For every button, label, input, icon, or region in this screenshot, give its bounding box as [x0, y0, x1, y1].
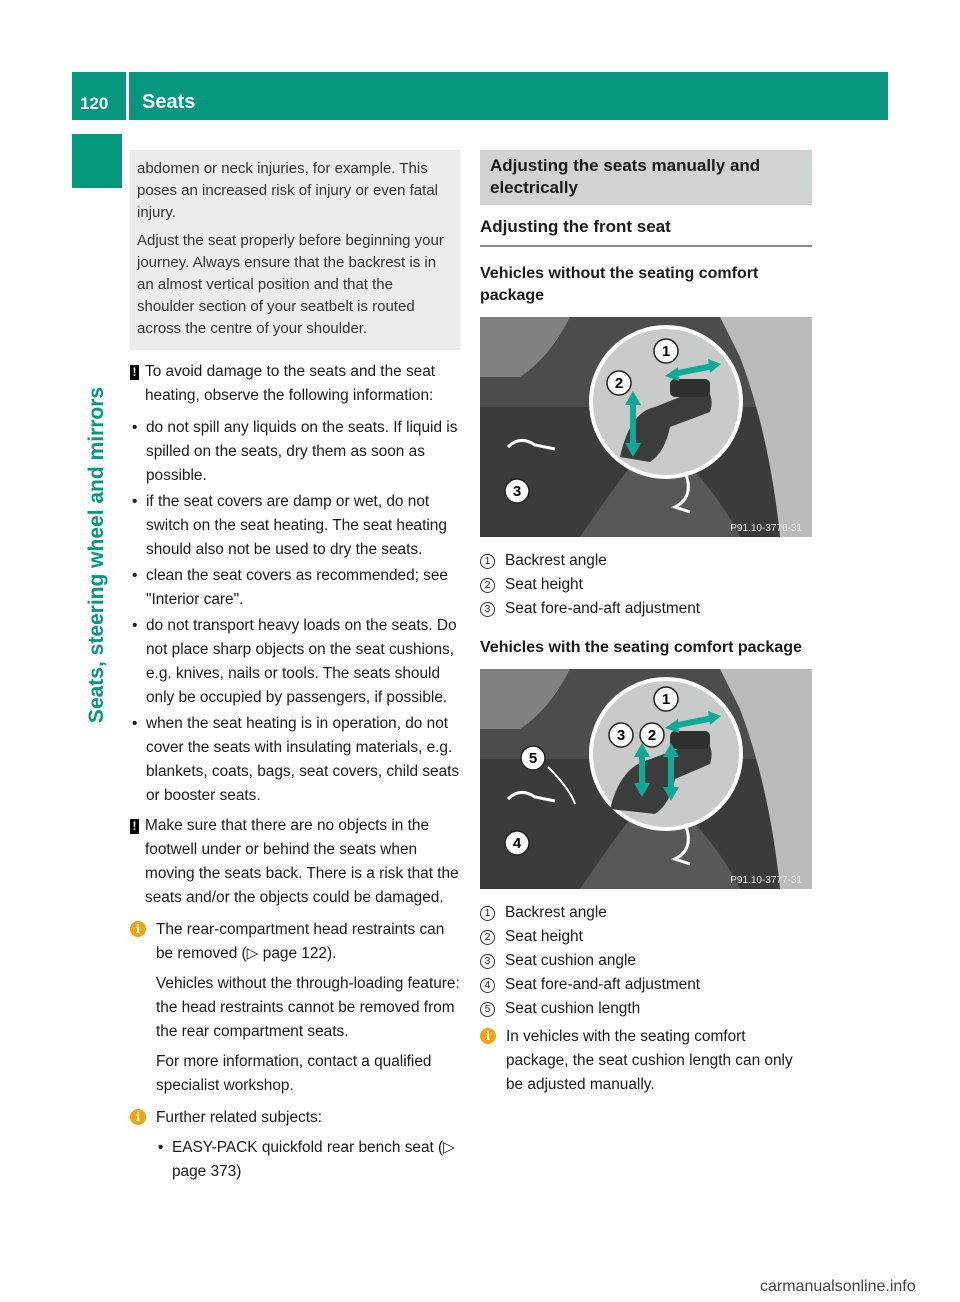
seat-illustration	[480, 669, 812, 889]
callout-number: 3	[480, 954, 495, 969]
legend-text: Seat height	[505, 928, 583, 945]
legend-item	[480, 949, 812, 973]
callout-number: 1	[480, 554, 495, 569]
section-title: Seats	[142, 91, 196, 113]
callout-2: 2	[647, 727, 657, 744]
exclamation-icon: !	[130, 819, 139, 834]
callout-1: 1	[661, 343, 671, 360]
notice-list	[130, 416, 460, 808]
legend-text: Seat fore-and-aft adjustment	[505, 976, 701, 993]
legend-item	[480, 597, 812, 621]
info-icon: i	[480, 1028, 496, 1044]
info-note	[130, 918, 460, 1098]
callout-5: 5	[528, 750, 538, 767]
right-column	[480, 150, 812, 1105]
callout-number: 2	[480, 930, 495, 945]
callout-number: 2	[480, 578, 495, 593]
callout-number: 5	[480, 1002, 495, 1017]
list-item: • clean the seat covers as recommended; see "Interior care".	[130, 564, 460, 612]
legend-item	[480, 997, 812, 1021]
notice-text: Make sure that there are no objects in the footwell under or behind the seats when moving the seats back. There is a risk that the seats and/or the objects could be damaged.	[145, 817, 459, 906]
variant-title: Vehicles with the seating comfort package	[480, 639, 802, 656]
list-item[interactable]: • EASY-PACK quickfold rear bench seat (▷ page 373)	[156, 1136, 460, 1184]
legend-text: Seat height	[505, 576, 583, 593]
legend-item	[480, 925, 812, 949]
list-item: • if the seat covers are damp or wet, do not switch on the seat heating. The seat heating should also not be used to dry the seats.	[130, 490, 460, 562]
subheading: Adjusting the front seat	[480, 215, 812, 247]
info-note	[480, 1025, 812, 1097]
info-note	[130, 1106, 460, 1184]
list-item: • do not spill any liquids on the seats. If liquid is spilled on the seats, dry them as soon as possible.	[130, 416, 460, 488]
info-icon: i	[130, 1109, 146, 1125]
callout-3: 3	[512, 483, 522, 500]
warning-box	[130, 150, 460, 350]
seat-illustration-svg	[480, 669, 812, 889]
legend-text: Seat cushion length	[505, 1000, 641, 1017]
info-paragraph[interactable]: The rear-compartment head restraints can be removed (▷ page 122).	[156, 921, 445, 962]
legend-text: Seat fore-and-aft adjustment	[505, 600, 701, 617]
warning-paragraph: Adjust the seat properly before beginning your journey. Always ensure that the backrest is in an almost vertical position and that the shoulder section of your seatbelt is routed across the centre of your shoulder.	[137, 232, 444, 337]
warning-paragraph: abdomen or neck injuries, for example. This poses an increased risk of injury or even fatal injury.	[137, 160, 438, 221]
left-column	[130, 150, 460, 1192]
info-paragraph: For more information, contact a qualified specialist workshop.	[156, 1053, 432, 1094]
info-paragraph: Vehicles without the through-loading feature: the head restraints cannot be removed from the rear compartment seats.	[156, 975, 460, 1040]
related-list	[156, 1136, 460, 1184]
variant-title: Vehicles without the seating comfort package	[480, 265, 759, 304]
legend-text: Seat cushion angle	[505, 952, 636, 969]
callout-4: 4	[512, 835, 522, 852]
sidebar-chapter-title: Seats, steering wheel and mirrors	[85, 386, 108, 724]
notice-text: To avoid damage to the seats and the seat heating, observe the following information:	[145, 363, 436, 404]
info-paragraph: Further related subjects:	[156, 1109, 322, 1126]
legend-item	[480, 901, 812, 925]
list-item: • when the seat heating is in operation, do not cover the seats with insulating materials, e.g. blankets, coats, bags, seat covers, child seats or booster seats.	[130, 712, 460, 808]
list-item: • do not transport heavy loads on the seats. Do not place sharp objects on the seat cushions, e.g. knives, nails or tools. The seats should only be occupied by passengers, if possible.	[130, 614, 460, 710]
callout-1: 1	[661, 691, 671, 708]
header-divider	[126, 72, 129, 120]
figure-code: P91.10-3776-31	[730, 523, 802, 534]
watermark: carmanualsonline.info	[760, 1278, 916, 1295]
notice	[130, 814, 460, 910]
callout-2: 2	[614, 375, 624, 392]
callout-number: 1	[480, 906, 495, 921]
callout-3: 3	[616, 727, 626, 744]
info-icon: i	[130, 921, 146, 937]
exclamation-icon: !	[130, 365, 139, 380]
info-text: In vehicles with the seating comfort package, the seat cushion length can only be adjusted manually.	[506, 1028, 793, 1093]
page-number: 120	[80, 94, 109, 113]
side-tab-block	[72, 134, 122, 188]
notice	[130, 360, 460, 408]
legend-item	[480, 573, 812, 597]
figure-code: P91.10-3777-31	[730, 875, 802, 886]
legend-item	[480, 549, 812, 573]
legend-text: Backrest angle	[505, 552, 607, 569]
callout-number: 3	[480, 602, 495, 617]
seat-illustration-svg	[480, 317, 812, 537]
callout-number: 4	[480, 978, 495, 993]
legend-list	[480, 901, 812, 1021]
legend-list	[480, 549, 812, 621]
legend-text: Backrest angle	[505, 904, 607, 921]
seat-illustration	[480, 317, 812, 537]
section-heading: Adjusting the seats manually and electrically	[480, 150, 812, 205]
legend-item	[480, 973, 812, 997]
